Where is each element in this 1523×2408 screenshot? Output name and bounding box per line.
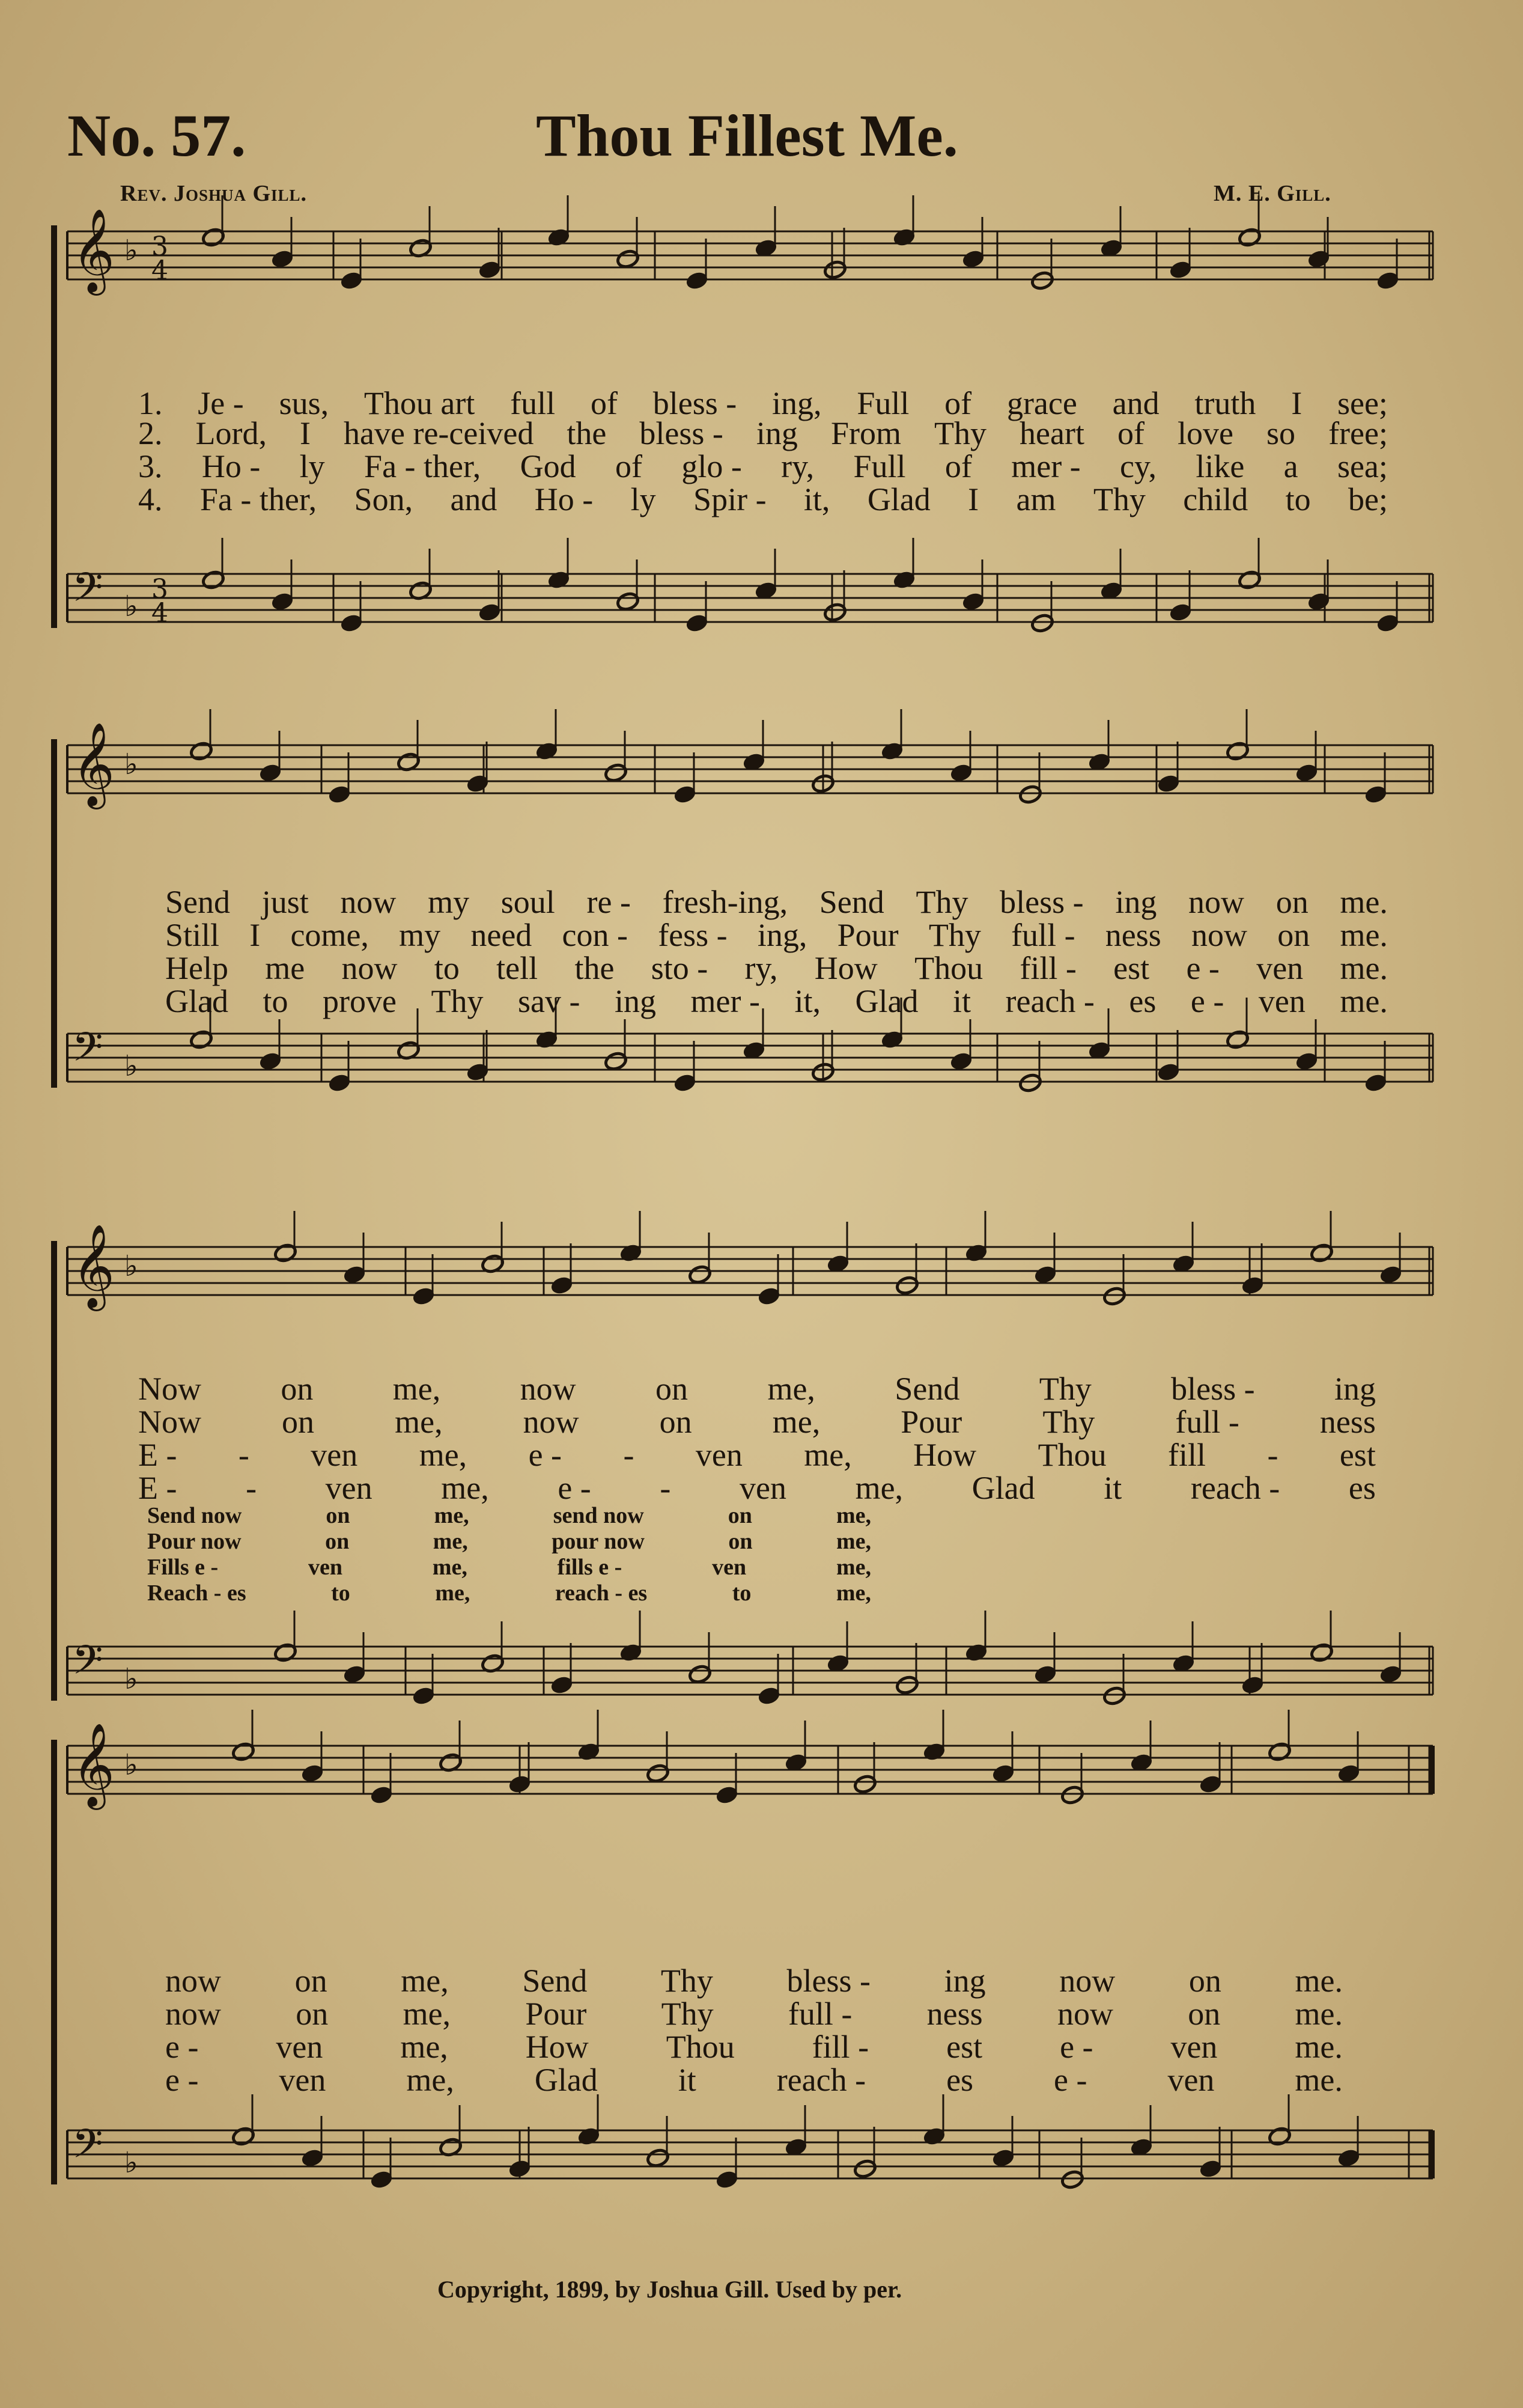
lyric-word: est <box>1113 950 1150 986</box>
lyric-word: it, <box>794 983 821 1019</box>
lyric-word: have re-ceived <box>344 415 534 451</box>
lyric-word: bless - <box>786 1963 871 1999</box>
svg-text:𝄢: 𝄢 <box>72 1024 103 1080</box>
lyric-word: Je - <box>198 385 244 421</box>
lyric-word: ing <box>1115 884 1157 920</box>
verse-line <box>165 949 1388 987</box>
lyric-word: mer - <box>690 983 760 1019</box>
lyric-word: e - <box>1060 2029 1093 2065</box>
alt-word: me, <box>432 1555 467 1580</box>
lyric-word: How <box>525 2029 589 2065</box>
verse-line <box>138 481 1388 518</box>
lyric-word: ven <box>1167 2062 1215 2098</box>
lyric-word: bless - <box>1171 1371 1255 1407</box>
lyric-word: ven <box>695 1437 743 1473</box>
lyric-word: I <box>1291 385 1303 421</box>
lyric-word: the <box>574 950 615 986</box>
alt-word: Send now <box>147 1503 242 1528</box>
lyric-word: me, <box>406 2062 454 2098</box>
verse-line <box>138 1436 1376 1474</box>
alt-words-line <box>147 1554 871 1580</box>
lyric-word: me. <box>1295 2029 1343 2065</box>
lyric-word: ry, <box>744 950 778 986</box>
lyric-word: How <box>814 950 878 986</box>
lyric-word: Glad <box>165 983 228 1019</box>
lyric-word: be; <box>1348 481 1388 517</box>
svg-text:𝄢: 𝄢 <box>72 2121 103 2177</box>
alt-word: to <box>331 1580 350 1606</box>
lyric-word: of <box>944 385 972 421</box>
lyricist-credit: Rev. Joshua Gill. <box>120 181 308 206</box>
alt-word: on <box>326 1503 350 1528</box>
lyric-word: es <box>1348 1470 1376 1506</box>
lyric-word: reach - <box>1005 983 1095 1019</box>
alt-word: send now <box>553 1503 644 1528</box>
lyric-word: me. <box>1340 884 1388 920</box>
lyric-word: ly <box>630 481 656 517</box>
lyric-word: on <box>1188 1996 1221 2032</box>
lyric-word: con - <box>562 917 628 953</box>
lyric-word: Thy <box>661 1996 714 2032</box>
lyric-word: full - <box>1175 1404 1239 1440</box>
alt-word: Fills e - <box>147 1555 219 1580</box>
verse-line <box>165 1995 1343 2032</box>
lyric-word: ing <box>944 1963 986 1999</box>
lyric-word: now <box>340 884 397 920</box>
lyric-word: Thy <box>431 983 484 1019</box>
lyric-word: me. <box>1295 2062 1343 2098</box>
lyric-word: me, <box>403 1996 451 2032</box>
alt-word: reach - es <box>555 1580 648 1606</box>
lyric-word: bless - <box>1000 884 1084 920</box>
lyric-word: now <box>1188 884 1245 920</box>
alt-word: pour now <box>552 1529 645 1554</box>
svg-text:𝄢: 𝄢 <box>72 564 103 620</box>
verse-line <box>165 2061 1343 2099</box>
lyric-word: and <box>450 481 497 517</box>
lyric-word: Lord, <box>195 415 267 451</box>
lyric-word: Full <box>857 385 910 421</box>
lyric-word: From <box>830 415 901 451</box>
lyric-word: ness <box>1105 917 1161 953</box>
lyric-word: of <box>590 385 618 421</box>
lyric-word: need <box>470 917 532 953</box>
lyric-word: it <box>952 983 971 1019</box>
alt-word: me, <box>434 1503 469 1528</box>
lyric-word: heart <box>1020 415 1084 451</box>
lyric-word: come, <box>290 917 369 953</box>
lyric-word: 4. <box>138 481 163 517</box>
lyric-word: Now <box>138 1371 201 1407</box>
lyric-word: ness <box>926 1996 983 2032</box>
lyric-word: bless - <box>639 415 723 451</box>
lyric-word: Fa - ther, <box>364 448 481 484</box>
lyric-word: ven <box>1256 950 1304 986</box>
lyric-word: full - <box>788 1996 853 2032</box>
lyric-word: Glad <box>855 983 919 1019</box>
hymn-title: Thou Fillest Me. <box>536 102 958 169</box>
lyric-word: Pour <box>525 1996 587 2032</box>
alt-word: me, <box>435 1580 470 1606</box>
lyric-word: me, <box>804 1437 852 1473</box>
lyric-word: me. <box>1295 1963 1343 1999</box>
lyric-word: ven <box>279 2062 326 2098</box>
verse-line <box>165 1962 1343 1999</box>
lyric-word: ness <box>1319 1404 1376 1440</box>
lyric-word: me, <box>400 2029 448 2065</box>
alt-word: on <box>728 1529 753 1554</box>
lyric-word: Pour <box>837 917 899 953</box>
lyric-word: me. <box>1340 983 1388 1019</box>
alt-word: me, <box>836 1555 871 1580</box>
lyric-word: and <box>1112 385 1160 421</box>
lyric-word: - <box>1267 1437 1278 1473</box>
lyric-word: e - <box>1054 2062 1087 2098</box>
lyric-word: ven <box>325 1470 372 1506</box>
lyric-word: bless - <box>652 385 737 421</box>
lyric-word: ven <box>1258 983 1306 1019</box>
svg-text:𝄞: 𝄞 <box>72 1723 115 1806</box>
lyric-word: on <box>281 1371 314 1407</box>
lyric-word: Pour <box>901 1404 962 1440</box>
lyric-word: ing <box>1334 1371 1376 1407</box>
lyric-word: Thou <box>666 2029 735 2065</box>
lyric-word: full - <box>1011 917 1075 953</box>
lyric-word: glo - <box>681 448 742 484</box>
svg-text:♭: ♭ <box>124 1049 138 1083</box>
lyric-word: now <box>520 1371 576 1407</box>
lyric-word: ven <box>276 2029 323 2065</box>
svg-text:♭: ♭ <box>124 748 138 781</box>
lyric-word: am <box>1016 481 1056 517</box>
lyric-word: now <box>523 1404 579 1440</box>
lyric-word: I <box>968 481 979 517</box>
lyric-word: Send <box>895 1371 960 1407</box>
lyric-word: cy, <box>1120 448 1157 484</box>
lyric-word: Thou <box>914 950 983 986</box>
lyric-word: me. <box>1295 1996 1343 2032</box>
lyric-word: a <box>1283 448 1298 484</box>
lyric-word: Spir - <box>693 481 767 517</box>
svg-text:4: 4 <box>151 255 168 286</box>
lyric-word: me <box>265 950 305 986</box>
alt-word: fills e - <box>557 1555 622 1580</box>
alt-word: to <box>732 1580 752 1606</box>
alt-word: ven <box>712 1555 747 1580</box>
lyric-word: es <box>1129 983 1157 1019</box>
lyric-word: Glad <box>971 1470 1035 1506</box>
alt-word: me, <box>836 1503 871 1528</box>
lyric-word: now <box>165 1996 221 2032</box>
lyric-word: full <box>510 385 556 421</box>
lyric-word: ven <box>740 1470 786 1506</box>
svg-text:♭: ♭ <box>124 1748 138 1782</box>
lyric-word: - <box>623 1437 634 1473</box>
lyric-word: Send <box>819 884 884 920</box>
lyric-word: me, <box>392 1371 441 1407</box>
alt-word: me, <box>836 1529 871 1554</box>
lyric-word: on <box>659 1404 692 1440</box>
lyric-word: fess - <box>658 917 728 953</box>
lyric-word: Thy <box>660 1963 713 1999</box>
lyric-word: on <box>1188 1963 1221 1999</box>
verse-line <box>165 2028 1343 2065</box>
lyric-word: soul <box>500 884 555 920</box>
lyric-word: ing, <box>757 917 807 953</box>
verse-line <box>138 1403 1376 1440</box>
lyric-word: re - <box>586 884 631 920</box>
lyric-word: God <box>520 448 576 484</box>
lyric-word: Send <box>522 1963 588 1999</box>
lyric-word: 2. <box>138 415 163 451</box>
lyric-word: est <box>946 2029 983 2065</box>
lyric-word: sto - <box>651 950 708 986</box>
lyric-word: me, <box>441 1470 489 1506</box>
lyric-word: it, <box>803 481 830 517</box>
lyric-word: ly <box>299 448 325 484</box>
verse-line <box>138 415 1388 452</box>
composer-credit: M. E. Gill. <box>1214 181 1331 206</box>
lyric-word: to <box>1285 481 1311 517</box>
svg-text:𝄢: 𝄢 <box>72 1637 103 1693</box>
verse-line <box>138 1370 1376 1407</box>
lyric-word: me. <box>1340 917 1388 953</box>
lyric-word: Thy <box>928 917 981 953</box>
svg-text:3: 3 <box>151 231 168 262</box>
verse-line <box>138 1469 1376 1507</box>
alt-word: Pour now <box>147 1529 242 1554</box>
lyric-word: free; <box>1328 415 1388 451</box>
svg-text:𝄞: 𝄞 <box>72 722 115 806</box>
alt-words-line <box>147 1502 871 1529</box>
lyric-word: me. <box>1340 950 1388 986</box>
lyric-word: just <box>261 884 309 920</box>
lyric-word: prove <box>323 983 397 1019</box>
lyric-word: to <box>434 950 460 986</box>
copyright-notice: Copyright, 1899, by Joshua Gill. Used by per. <box>437 2276 902 2303</box>
lyric-word: truth <box>1194 385 1256 421</box>
lyric-word: on <box>294 1963 327 1999</box>
lyric-word: ven <box>1170 2029 1218 2065</box>
lyric-word: my <box>399 917 441 953</box>
lyric-word: Thou <box>1038 1437 1107 1473</box>
lyric-word: on <box>655 1371 689 1407</box>
lyric-word: - <box>238 1437 249 1473</box>
alt-word: me, <box>433 1529 468 1554</box>
lyric-word: 1. <box>138 385 163 421</box>
lyric-word: - <box>660 1470 671 1506</box>
alt-word: on <box>728 1503 752 1528</box>
lyric-word: ry, <box>781 448 815 484</box>
lyric-word: on <box>1277 917 1310 953</box>
lyric-word: to <box>263 983 288 1019</box>
alt-word: ven <box>308 1555 343 1580</box>
lyric-word: Ho - <box>534 481 594 517</box>
verse-line <box>138 448 1388 485</box>
lyric-word: now <box>1059 1963 1116 1999</box>
lyric-word: Ho - <box>201 448 261 484</box>
lyric-word: tell <box>496 950 538 986</box>
lyric-word: sea; <box>1337 448 1388 484</box>
lyric-word: now <box>165 1963 221 1999</box>
lyric-word: Thy <box>1093 481 1146 517</box>
lyric-word: mer - <box>1011 448 1081 484</box>
lyric-word: it <box>678 2062 696 2098</box>
lyric-word: me, <box>419 1437 467 1473</box>
lyric-word: of <box>615 448 642 484</box>
lyric-word: Now <box>138 1404 201 1440</box>
lyric-word: me, <box>401 1963 449 1999</box>
lyric-word: like <box>1196 448 1245 484</box>
lyric-word: Help <box>165 950 228 986</box>
lyric-word: me, <box>767 1371 815 1407</box>
lyric-word: love <box>1178 415 1233 451</box>
svg-text:♭: ♭ <box>124 2146 138 2180</box>
lyric-word: - <box>246 1470 257 1506</box>
lyric-word: of <box>1117 415 1145 451</box>
lyric-word: e - <box>165 2062 199 2098</box>
lyric-word: sav - <box>518 983 580 1019</box>
lyric-word: fresh-ing, <box>662 884 788 920</box>
lyric-word: Thy <box>916 884 968 920</box>
lyric-word: me, <box>395 1404 443 1440</box>
lyric-word: Son, <box>354 481 413 517</box>
lyric-word: I <box>249 917 261 953</box>
lyric-word: Full <box>853 448 906 484</box>
lyric-word: Glad <box>534 2062 598 2098</box>
lyric-word: E - <box>138 1437 177 1473</box>
verse-line <box>165 883 1388 921</box>
lyric-word: on <box>282 1404 315 1440</box>
lyric-word: fill - <box>812 2029 869 2065</box>
svg-text:3: 3 <box>151 574 168 605</box>
lyric-word: the <box>567 415 607 451</box>
lyric-word: Glad <box>867 481 931 517</box>
lyric-word: sus, <box>279 385 329 421</box>
lyric-word: Send <box>165 884 230 920</box>
lyric-word: e - <box>558 1470 591 1506</box>
lyric-word: Thy <box>1042 1404 1095 1440</box>
lyric-word: fill <box>1168 1437 1206 1473</box>
lyric-word: of <box>944 448 972 484</box>
lyric-word: me, <box>772 1404 821 1440</box>
lyric-word: ven <box>311 1437 358 1473</box>
lyric-word: Thy <box>934 415 986 451</box>
lyric-word: on <box>296 1996 329 2032</box>
lyric-word: ing, <box>772 385 822 421</box>
lyric-word: see; <box>1337 385 1388 421</box>
lyric-word: 3. <box>138 448 163 484</box>
lyric-word: child <box>1183 481 1248 517</box>
lyric-word: now <box>1191 917 1247 953</box>
svg-text:♭: ♭ <box>124 1249 138 1283</box>
lyric-word: E - <box>138 1470 177 1506</box>
lyric-word: est <box>1339 1437 1376 1473</box>
lyric-word: now <box>341 950 398 986</box>
lyric-word: Thou art <box>363 385 475 421</box>
alt-words-line <box>147 1528 871 1555</box>
lyric-word: How <box>913 1437 977 1473</box>
lyric-word: my <box>428 884 470 920</box>
lyric-word: reach - <box>776 2062 866 2098</box>
lyric-word: reach - <box>1190 1470 1280 1506</box>
lyric-word: Fa - ther, <box>199 481 317 517</box>
lyric-word: Thy <box>1039 1371 1092 1407</box>
alt-word: on <box>325 1529 350 1554</box>
svg-text:𝄞: 𝄞 <box>72 209 115 292</box>
lyric-word: e - <box>165 2029 199 2065</box>
lyric-word: Still <box>165 917 220 953</box>
alt-word: Reach - es <box>147 1580 246 1606</box>
svg-text:𝄞: 𝄞 <box>72 1224 115 1308</box>
lyric-word: I <box>300 415 311 451</box>
lyric-word: fill - <box>1020 950 1077 986</box>
svg-text:♭: ♭ <box>124 590 138 623</box>
lyric-word: e - <box>1190 983 1224 1019</box>
lyric-word: es <box>946 2062 974 2098</box>
lyric-word: ing <box>756 415 798 451</box>
lyric-word: now <box>1057 1996 1113 2032</box>
lyric-word: e - <box>1186 950 1220 986</box>
lyric-word: on <box>1275 884 1309 920</box>
lyric-word: e - <box>528 1437 562 1473</box>
svg-text:4: 4 <box>151 598 168 629</box>
verse-line <box>165 916 1388 954</box>
svg-text:♭: ♭ <box>124 1662 138 1696</box>
alt-words-line <box>147 1580 871 1606</box>
lyric-word: grace <box>1006 385 1077 421</box>
lyric-word: ing <box>614 983 656 1019</box>
alt-word: me, <box>836 1580 871 1606</box>
lyric-word: it <box>1104 1470 1122 1506</box>
verse-line <box>165 983 1388 1020</box>
lyric-word: me, <box>855 1470 904 1506</box>
svg-text:♭: ♭ <box>124 234 138 267</box>
lyric-word: so <box>1266 415 1296 451</box>
hymn-number: No. 57. <box>67 102 246 169</box>
